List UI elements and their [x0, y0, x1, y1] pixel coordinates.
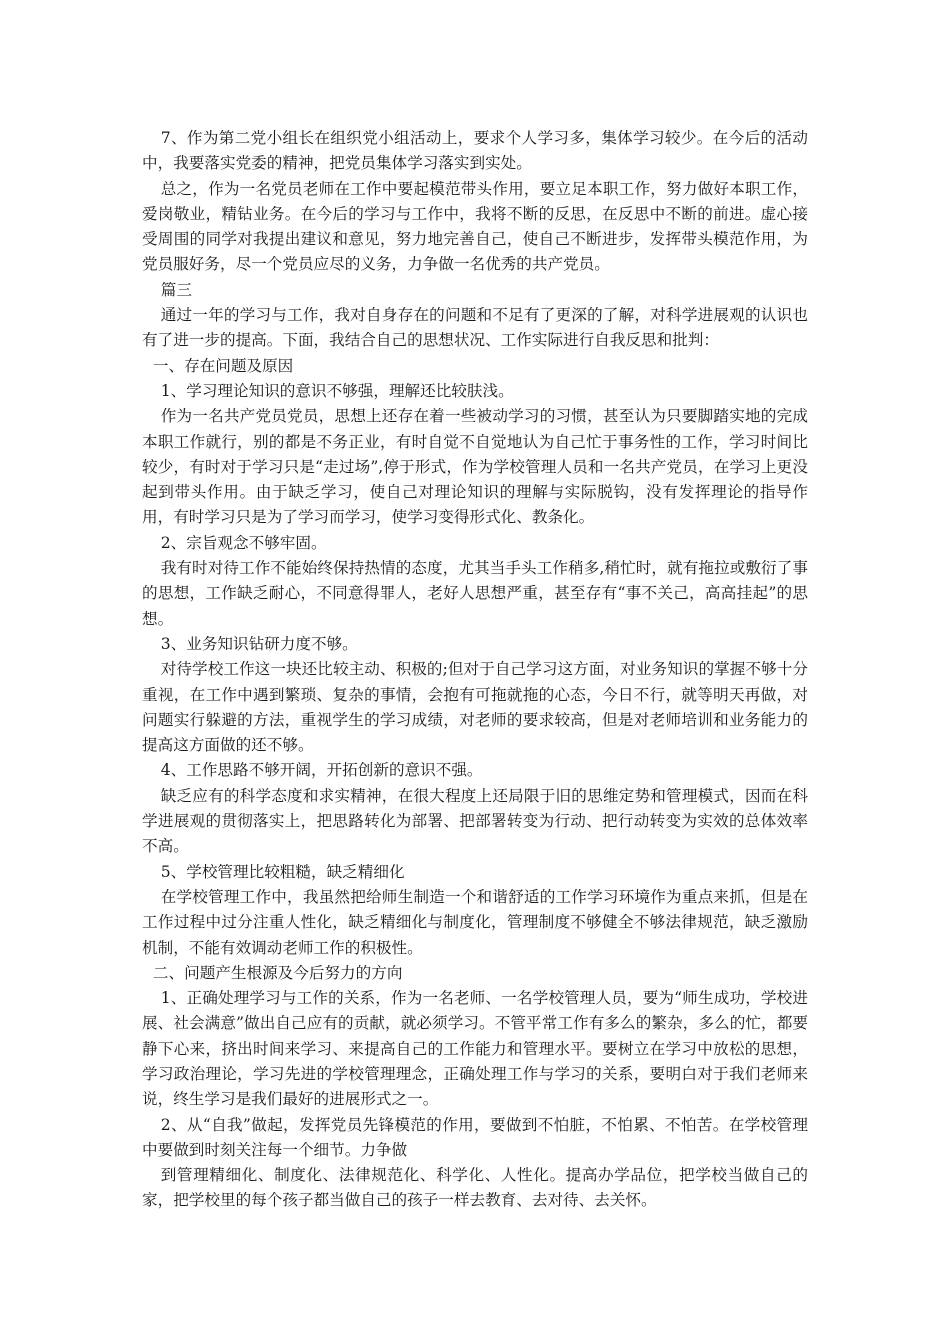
- heading-problems-and-causes: 一、存在问题及原因: [152, 356, 294, 375]
- heading-root-causes-and-direction: 二、问题产生根源及今后努力的方向: [152, 963, 403, 982]
- paragraph-4: 缺乏应有的科学态度和求实精神，在很大程度上还局限于旧的思维定势和管理模式，因而在科学进展观的贯彻落实上，把思路转化为部署、把部署转变为行动、把行动转变为实效的总体效率不高。: [142, 786, 808, 856]
- paragraph-direction-1: 1、正确处理学习与工作的关系，作为一名老师、一名学校管理人员，要为“师生成功，学校进展、社会满意”做出自己应有的贡献，就必须学习。不管平常工作有多么的繁杂，多么的忙，都要静下心来，挤出时间来学习、来提高自己的工作能力和管理水平。要树立在学习中放松的思想，学习政治理论，学习先进的学校管理理念，正确处理工作与学习的关系，要明白对于我们老师来说，终生学习是我们最好的进展形式之一。: [142, 989, 808, 1109]
- paragraph-5: 在学校管理工作中，我虽然把给师生制造一个和谐舒适的工作学习环境作为重点来抓，但是在工作过程中过分注重人性化，缺乏精细化与制度化，管理制度不够健全不够法律规范，缺乏激励机制，不能有效调动老师工作的积极性。: [142, 887, 808, 957]
- subheading-4: 4、工作思路不够开阔，开拓创新的意识不强。: [160, 761, 483, 780]
- document-body: [142, 126, 808, 1214]
- paragraph-3: 对待学校工作这一块还比较主动、积极的;但对于自己学习这方面，对业务知识的掌握不够十分重视，在工作中遇到繁琐、复杂的事情，会抱有可拖就拖的心态，今日不行，就等明天再做，对问题实行躲避的方法，重视学生的学习成绩，对老师的要求较高，但是对老师培训和业务能力的提高这方面做的还不够。: [142, 660, 808, 755]
- paragraph-direction-2-continued: 到管理精细化、制度化、法律规范化、科学化、人性化。提高办学品位，把学校当做自己的家，把学校里的每个孩子都当做自己的孩子一样去教育、去对待、去关怀。: [142, 1166, 808, 1210]
- paragraph-item-7: 7、作为第二党小组长在组织党小组活动上，要求个人学习多，集体学习较少。在今后的活动中，我要落实党委的精神，把党员集体学习落实到实处。: [142, 129, 808, 173]
- paragraph-2: 我有时对待工作不能始终保持热情的态度，尤其当手头工作稍多,稍忙时，就有拖拉或敷衍了事的思想，工作缺乏耐心，不同意得罪人，老好人思想严重，甚至存有“事不关己，高高挂起”的思想。: [142, 559, 808, 628]
- subheading-5: 5、学校管理比较粗糙，缺乏精细化: [160, 862, 405, 881]
- paragraph-1: 作为一名共产党员党员，思想上还存在着一些被动学习的习惯，甚至认为只要脚踏实地的完成本职工作就行，别的都是不务正业，有时自觉不自觉地认为自己忙于事务性的工作，学习时间比较少，有时对于学习只是“走过场”,停于形式，作为学校管理人员和一名共产党员，在学习上更没起到带头作用。由于缺乏学习，使自己对理论知识的理解与实际脱钩，没有发挥理论的指导作用，有时学习只是为了学习而学习，使学习变得形式化、教条化。: [142, 407, 808, 527]
- subheading-1: 1、学习理论知识的意识不够强，理解还比较肤浅。: [160, 381, 514, 400]
- paragraph-intro: 通过一年的学习与工作，我对自身存在的问题和不足有了更深的了解，对科学进展观的认识也有了进一步的提高。下面，我结合自己的思想状况、工作实际进行自我反思和批判：: [142, 306, 808, 350]
- paragraph-direction-2: 2、从“自我”做起，发挥党员先锋模范的作用，要做到不怕脏，不怕累、不怕苦。在学校管理中要做到时刻关注每一个细节。力争做: [142, 1115, 808, 1159]
- section-heading-part-three: 篇三: [160, 280, 192, 299]
- subheading-2: 2、宗旨观念不够牢固。: [160, 533, 327, 552]
- paragraph-summary: 总之，作为一名党员老师在工作中要起模范带头作用，要立足本职工作，努力做好本职工作，爱岗敬业，精钻业务。在今后的学习与工作中，我将不断的反思，在反思中不断的前进。虚心接受周围的同学对我提出建议和意见，努力地完善自己，使自己不断进步，发挥带头模范作用，为党员服好务，尽一个党员应尽的义务，力争做一名优秀的共产党员。: [142, 179, 808, 274]
- subheading-3: 3、业务知识钻研力度不够。: [160, 634, 358, 653]
